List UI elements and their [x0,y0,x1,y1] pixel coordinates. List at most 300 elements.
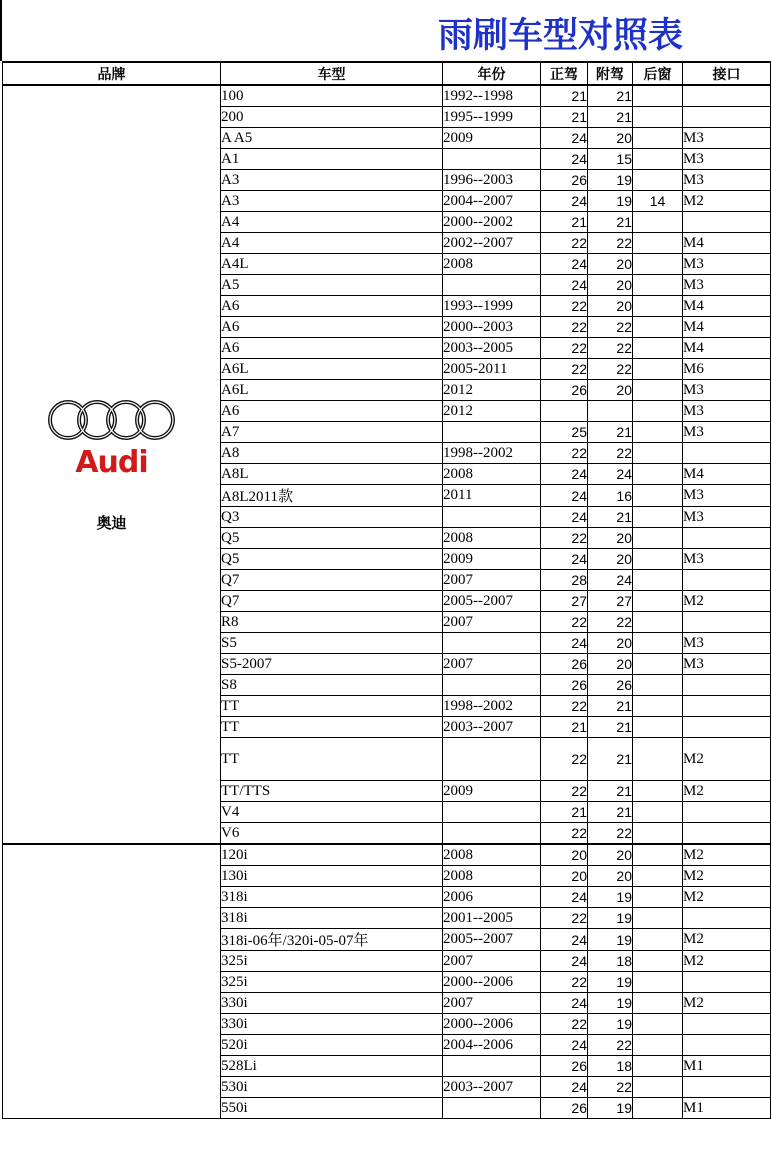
cell-passenger: 19 [588,170,633,191]
cell-model: Q5 [221,528,443,549]
cell-year: 2008 [443,254,541,275]
cell-model: A4 [221,212,443,233]
cell-connector: M3 [683,380,771,401]
cell-year [443,633,541,654]
cell-connector: M3 [683,275,771,296]
cell-connector: M4 [683,296,771,317]
cell-rear [633,929,683,951]
cell-passenger: 20 [588,528,633,549]
cell-model: A8 [221,443,443,464]
cell-connector [683,717,771,738]
cell-model: 318i [221,908,443,929]
cell-connector: M2 [683,738,771,781]
cell-year: 2011 [443,485,541,507]
cell-model: 318i-06年/320i-05-07年 [221,929,443,951]
cell-connector [683,823,771,845]
cell-driver: 24 [541,128,588,149]
cell-driver: 22 [541,738,588,781]
cell-passenger: 18 [588,1056,633,1077]
audi-rings-icon [44,397,180,443]
cell-model: Q7 [221,591,443,612]
cell-driver: 24 [541,191,588,212]
cell-model: TT/TTS [221,781,443,802]
cell-year: 2000--2006 [443,972,541,993]
cell-driver: 24 [541,633,588,654]
cell-connector: M1 [683,1098,771,1119]
title-row [0,0,772,61]
cell-model: 200 [221,107,443,128]
header-year: 年份 [443,62,541,85]
cell-passenger: 20 [588,128,633,149]
cell-passenger: 19 [588,887,633,908]
cell-connector: M2 [683,929,771,951]
cell-connector: M2 [683,781,771,802]
cell-rear [633,380,683,401]
cell-driver: 24 [541,149,588,170]
cell-passenger: 20 [588,654,633,675]
cell-rear [633,1056,683,1077]
cell-passenger: 19 [588,908,633,929]
cell-passenger: 20 [588,296,633,317]
cell-year: 2012 [443,380,541,401]
cell-year: 2003--2007 [443,717,541,738]
cell-year: 2009 [443,128,541,149]
cell-rear [633,485,683,507]
cell-model: V4 [221,802,443,823]
cell-year: 2006 [443,887,541,908]
cell-model: 520i [221,1035,443,1056]
brand-name-audi: 奥迪 [96,513,127,532]
cell-connector [683,528,771,549]
cell-model: 330i [221,1014,443,1035]
cell-connector [683,107,771,128]
cell-passenger: 19 [588,191,633,212]
cell-connector: M2 [683,951,771,972]
cell-connector [683,908,771,929]
cell-rear [633,1077,683,1098]
cell-driver: 24 [541,1035,588,1056]
cell-model: 100 [221,85,443,107]
cell-connector [683,443,771,464]
cell-rear [633,1035,683,1056]
cell-rear [633,401,683,422]
cell-connector: M3 [683,422,771,443]
cell-passenger [588,401,633,422]
cell-rear [633,107,683,128]
cell-rear [633,549,683,570]
cell-connector [683,1014,771,1035]
cell-model: 550i [221,1098,443,1119]
cell-rear [633,359,683,380]
header-model: 车型 [221,62,443,85]
cell-passenger: 21 [588,507,633,528]
cell-passenger: 19 [588,929,633,951]
cell-model: R8 [221,612,443,633]
cell-rear [633,85,683,107]
cell-model: A6 [221,317,443,338]
cell-year: 2008 [443,844,541,866]
cell-rear [633,675,683,696]
cell-year: 2007 [443,570,541,591]
cell-model: A6 [221,338,443,359]
cell-rear [633,908,683,929]
cell-model: TT [221,696,443,717]
cell-connector [683,1035,771,1056]
cell-model: 130i [221,866,443,887]
audi-brand-block [3,397,220,533]
table-body [3,85,771,1119]
audi-logo-text: Audi [75,444,148,480]
cell-rear [633,823,683,845]
cell-rear [633,738,683,781]
cell-connector [683,1077,771,1098]
cell-passenger: 20 [588,254,633,275]
cell-connector: M2 [683,866,771,887]
cell-driver: 22 [541,1014,588,1035]
header-connector: 接口 [683,62,771,85]
cell-rear [633,887,683,908]
cell-rear [633,972,683,993]
cell-driver: 27 [541,591,588,612]
cell-passenger: 22 [588,612,633,633]
cell-connector: M4 [683,464,771,485]
cell-driver: 21 [541,212,588,233]
cell-passenger: 26 [588,675,633,696]
header-driver: 正驾 [541,62,588,85]
cell-driver: 24 [541,485,588,507]
cell-rear [633,317,683,338]
cell-passenger: 21 [588,717,633,738]
table-row [3,844,771,866]
cell-driver: 25 [541,422,588,443]
cell-passenger: 21 [588,107,633,128]
cell-driver: 22 [541,359,588,380]
cell-model: S5 [221,633,443,654]
cell-driver: 21 [541,717,588,738]
cell-driver: 20 [541,844,588,866]
cell-model: A3 [221,191,443,212]
cell-connector [683,612,771,633]
cell-connector: M3 [683,149,771,170]
cell-connector: M2 [683,844,771,866]
cell-passenger: 21 [588,85,633,107]
cell-driver: 28 [541,570,588,591]
cell-year [443,275,541,296]
cell-passenger: 22 [588,317,633,338]
cell-connector [683,85,771,107]
cell-year: 2008 [443,866,541,887]
cell-driver: 26 [541,1098,588,1119]
cell-passenger: 21 [588,802,633,823]
cell-connector: M3 [683,401,771,422]
cell-passenger: 21 [588,781,633,802]
cell-rear [633,422,683,443]
cell-connector: M2 [683,191,771,212]
cell-connector: M3 [683,485,771,507]
cell-connector: M6 [683,359,771,380]
cell-passenger: 16 [588,485,633,507]
cell-connector [683,696,771,717]
cell-driver: 21 [541,107,588,128]
cell-passenger: 20 [588,380,633,401]
cell-driver: 22 [541,823,588,845]
cell-connector [683,802,771,823]
cell-driver: 21 [541,802,588,823]
cell-model: 325i [221,972,443,993]
cell-rear [633,254,683,275]
cell-rear [633,170,683,191]
cell-connector [683,212,771,233]
cell-model: A A5 [221,128,443,149]
cell-year: 2008 [443,528,541,549]
cell-model: A6 [221,401,443,422]
cell-passenger: 20 [588,275,633,296]
cell-driver: 22 [541,696,588,717]
cell-rear [633,443,683,464]
cell-year [443,507,541,528]
cell-model: A8L [221,464,443,485]
cell-driver: 24 [541,993,588,1014]
cell-driver: 22 [541,972,588,993]
table-row [3,85,771,107]
cell-rear [633,275,683,296]
cell-rear [633,464,683,485]
cell-connector: M4 [683,338,771,359]
cell-year: 1995--1999 [443,107,541,128]
cell-year: 1993--1999 [443,296,541,317]
cell-passenger: 21 [588,696,633,717]
cell-driver: 24 [541,507,588,528]
cell-passenger: 21 [588,212,633,233]
cell-passenger: 22 [588,1077,633,1098]
cell-passenger: 19 [588,972,633,993]
cell-rear [633,612,683,633]
cell-connector: M3 [683,507,771,528]
cell-model: A3 [221,170,443,191]
cell-model: TT [221,717,443,738]
cell-passenger: 20 [588,866,633,887]
cell-model: 120i [221,844,443,866]
cell-driver: 20 [541,866,588,887]
cell-year [443,823,541,845]
cell-model: A4L [221,254,443,275]
cell-driver: 22 [541,296,588,317]
cell-model: A5 [221,275,443,296]
cell-connector: M3 [683,254,771,275]
cell-model: V6 [221,823,443,845]
cell-passenger: 20 [588,633,633,654]
cell-year: 2004--2007 [443,191,541,212]
cell-passenger: 22 [588,443,633,464]
cell-year: 1998--2002 [443,443,541,464]
cell-rear [633,128,683,149]
cell-passenger: 22 [588,233,633,254]
cell-rear [633,717,683,738]
cell-connector: M2 [683,993,771,1014]
cell-model: A1 [221,149,443,170]
cell-connector: M3 [683,654,771,675]
cell-driver: 24 [541,951,588,972]
cell-year: 2000--2006 [443,1014,541,1035]
cell-model: A6 [221,296,443,317]
page-title: 雨刷车型对照表 [438,16,684,56]
cell-year: 2007 [443,951,541,972]
cell-year: 2007 [443,612,541,633]
cell-model: A4 [221,233,443,254]
cell-year: 2009 [443,549,541,570]
cell-year [443,422,541,443]
cell-rear [633,296,683,317]
cell-model: 318i [221,887,443,908]
cell-rear [633,212,683,233]
cell-driver: 24 [541,464,588,485]
cell-passenger: 24 [588,570,633,591]
cell-rear [633,654,683,675]
cell-driver: 26 [541,654,588,675]
cell-driver: 24 [541,275,588,296]
cell-year: 2005--2007 [443,929,541,951]
cell-year [443,149,541,170]
cell-passenger: 22 [588,359,633,380]
cell-year: 2004--2006 [443,1035,541,1056]
cell-passenger: 18 [588,951,633,972]
cell-rear [633,1014,683,1035]
cell-passenger: 27 [588,591,633,612]
cell-year: 1998--2002 [443,696,541,717]
cell-model: A8L2011款 [221,485,443,507]
header-row [3,62,771,85]
cell-driver: 22 [541,908,588,929]
cell-year [443,738,541,781]
cell-connector: M1 [683,1056,771,1077]
cell-connector: M3 [683,633,771,654]
cell-year: 2000--2002 [443,212,541,233]
cell-connector [683,675,771,696]
cell-connector: M3 [683,170,771,191]
cell-driver: 26 [541,170,588,191]
cell-rear [633,570,683,591]
cell-model: A7 [221,422,443,443]
cell-passenger: 20 [588,844,633,866]
cell-year [443,1098,541,1119]
cell-model: TT [221,738,443,781]
cell-model: S5-2007 [221,654,443,675]
cell-rear [633,951,683,972]
cell-year: 2000--2003 [443,317,541,338]
cell-connector: M2 [683,887,771,908]
cell-rear [633,591,683,612]
cell-rear [633,781,683,802]
cell-year: 2009 [443,781,541,802]
cell-rear [633,866,683,887]
cell-rear [633,844,683,866]
cell-passenger: 21 [588,738,633,781]
cell-rear [633,1098,683,1119]
cell-driver: 24 [541,929,588,951]
cell-model: 530i [221,1077,443,1098]
cell-year: 2012 [443,401,541,422]
cell-rear: 14 [633,191,683,212]
brand-cell-audi [3,85,221,844]
cell-year: 2005-2011 [443,359,541,380]
cell-driver: 24 [541,887,588,908]
cell-driver: 22 [541,528,588,549]
cell-year: 1996--2003 [443,170,541,191]
cell-rear [633,802,683,823]
cell-driver: 22 [541,317,588,338]
cell-rear [633,338,683,359]
cell-model: A6L [221,380,443,401]
cell-connector: M4 [683,233,771,254]
cell-connector [683,972,771,993]
cell-driver: 26 [541,675,588,696]
cell-model: Q7 [221,570,443,591]
cell-driver: 24 [541,549,588,570]
cell-year: 2008 [443,464,541,485]
cell-passenger: 15 [588,149,633,170]
cell-driver: 26 [541,380,588,401]
cell-driver: 24 [541,254,588,275]
cell-model: Q3 [221,507,443,528]
cell-driver: 26 [541,1056,588,1077]
cell-rear [633,633,683,654]
cell-model: A6L [221,359,443,380]
cell-passenger: 22 [588,823,633,845]
cell-passenger: 21 [588,422,633,443]
cell-year: 2007 [443,654,541,675]
cell-connector: M3 [683,549,771,570]
cell-model: 325i [221,951,443,972]
cell-connector [683,570,771,591]
cell-model: 528Li [221,1056,443,1077]
cell-passenger: 22 [588,1035,633,1056]
brand-cell-bmw [3,844,221,1119]
header-brand: 品牌 [3,62,221,85]
cell-year: 2002--2007 [443,233,541,254]
cell-year: 1992--1998 [443,85,541,107]
cell-passenger: 24 [588,464,633,485]
cell-year [443,1056,541,1077]
cell-rear [633,149,683,170]
cell-passenger: 19 [588,1098,633,1119]
cell-year: 2003--2007 [443,1077,541,1098]
cell-driver: 22 [541,443,588,464]
cell-driver: 22 [541,233,588,254]
cell-driver [541,401,588,422]
cell-rear [633,993,683,1014]
cell-rear [633,507,683,528]
cell-rear [633,528,683,549]
cell-driver: 22 [541,781,588,802]
cell-rear [633,696,683,717]
cell-passenger: 19 [588,993,633,1014]
cell-passenger: 20 [588,549,633,570]
cell-passenger: 22 [588,338,633,359]
header-passenger: 附驾 [588,62,633,85]
cell-year: 2005--2007 [443,591,541,612]
cell-driver: 24 [541,1077,588,1098]
cell-connector: M3 [683,128,771,149]
cell-model: S8 [221,675,443,696]
cell-year: 2003--2005 [443,338,541,359]
cell-driver: 22 [541,612,588,633]
cell-connector: M2 [683,591,771,612]
cell-model: 330i [221,993,443,1014]
cell-connector: M4 [683,317,771,338]
cell-driver: 21 [541,85,588,107]
header-rear: 后窗 [633,62,683,85]
cell-year: 2007 [443,993,541,1014]
